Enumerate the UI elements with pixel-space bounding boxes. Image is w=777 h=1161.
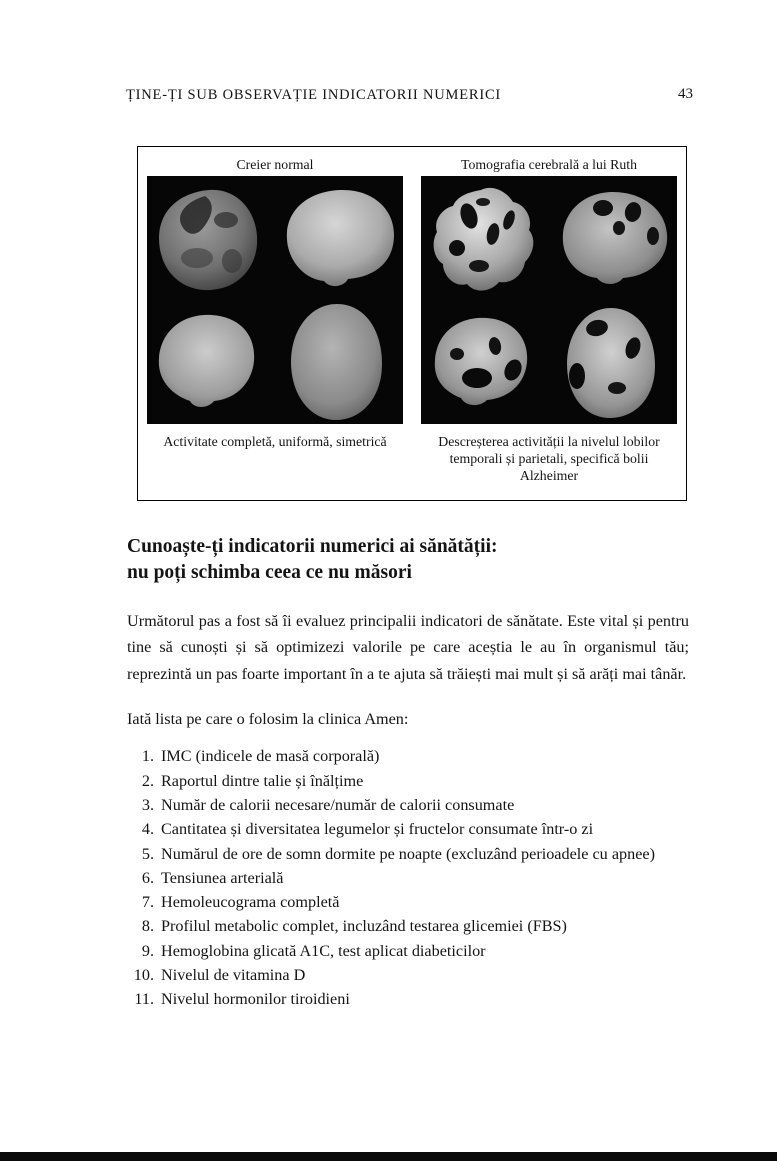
list-item-number: 3. (141, 795, 154, 814)
body-paragraph: Următorul pas a fost să îi evaluez principalii indicatori de sănătate. Este vital și pentru tine să cunoști și să optimizezi valorile pe care aceștia le au în organismul tău; reprezintă un pas foarte important în a te ajuta să trăiești mai mult și să arăți mai tânăr. (127, 611, 689, 683)
list-item-number: 7. (141, 893, 154, 912)
list-item-number: 1. (141, 747, 154, 766)
list-item-text: Nivelul de vitamina D (161, 965, 306, 984)
list-item-text: Tensiunea arterială (161, 868, 284, 887)
running-head: ȚINE-ȚI SUB OBSERVAȚIE INDICATORII NUMERICI (126, 87, 502, 103)
list-item-text: Hemoleucograma completă (161, 893, 340, 912)
list-item-text: Număr de calorii necesare/număr de calorii consumate (161, 795, 515, 814)
figure-column-normal (138, 147, 412, 500)
list-item-number: 6. (141, 868, 154, 887)
figure-title-normal: Creier normal (236, 157, 314, 172)
alzheimer-brain-scan-image (421, 176, 677, 424)
list-item (127, 987, 689, 1011)
section-heading-line2: nu poți schimba ceea ce nu măsori (127, 562, 412, 584)
page-bottom-edge (0, 1152, 777, 1161)
list-item-text: Nivelul hormonilor tiroidieni (161, 990, 350, 1009)
list-item-number: 11. (134, 990, 154, 1009)
list-item (127, 866, 689, 890)
list-item-number: 9. (141, 941, 154, 960)
section-heading-line1: Cunoaște-ți indicatorii numerici ai sănătății: (127, 536, 498, 557)
figure-caption-normal: Activitate completă, uniformă, simetrică (163, 434, 387, 449)
list-item-text: Cantitatea și diversitatea legumelor și fructelor consumate într-o zi (161, 820, 594, 839)
figure-caption-ruth: Descreșterea activității la nivelul lobilor temporali și parietali, specifică bolii Alzheimer (438, 434, 660, 483)
health-indicators-list (127, 744, 689, 1011)
list-intro: Iată lista pe care o folosim la clinica Amen: (127, 710, 409, 729)
list-item-number: 10. (133, 965, 154, 984)
list-item (127, 890, 689, 914)
list-item-text: Numărul de ore de somn dormite pe noapte (excluzând perioadele cu apnee) (161, 844, 655, 863)
list-item (127, 744, 689, 768)
page-number: 43 (678, 86, 693, 102)
normal-brain-scan-image (147, 176, 403, 424)
page-content (127, 534, 689, 1012)
list-item (127, 939, 689, 963)
section-heading (127, 534, 689, 587)
list-item-text: Profilul metabolic complet, incluzând testarea glicemiei (FBS) (161, 917, 567, 936)
list-item (127, 842, 689, 866)
list-item-number: 4. (141, 820, 154, 839)
figure-title-ruth: Tomografia cerebrală a lui Ruth (460, 157, 638, 172)
list-item (127, 914, 689, 938)
list-item (127, 817, 689, 841)
brain-scan-figure (137, 146, 687, 501)
list-item (127, 769, 689, 793)
list-item (127, 793, 689, 817)
list-item-text: Raportul dintre talie și înălțime (161, 771, 364, 790)
list-item (127, 963, 689, 987)
list-item-number: 8. (141, 917, 154, 936)
figure-column-ruth (412, 147, 686, 500)
list-item-text: Hemoglobina glicată A1C, test aplicat diabeticilor (161, 941, 486, 960)
list-item-text: IMC (indicele de masă corporală) (161, 747, 380, 766)
list-item-number: 2. (141, 771, 154, 790)
list-item-number: 5. (141, 844, 154, 863)
